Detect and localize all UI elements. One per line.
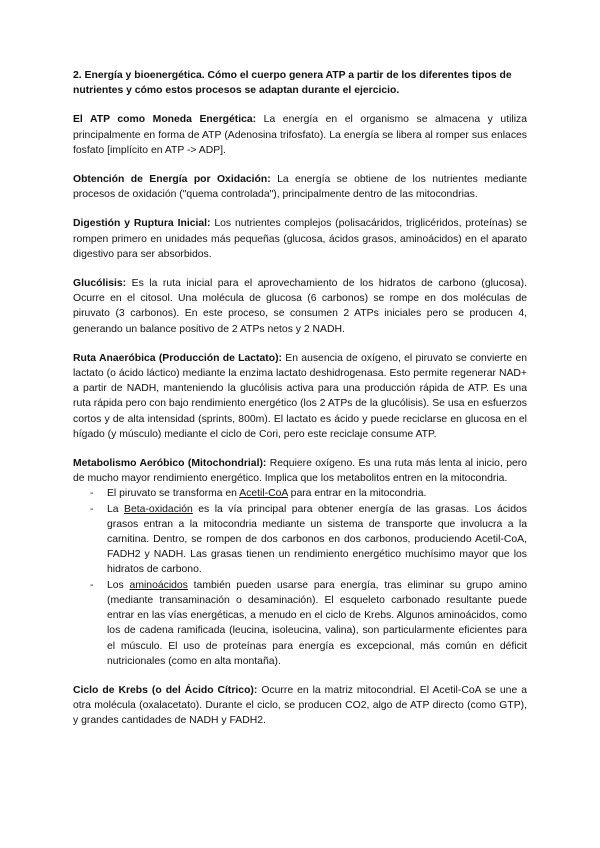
section-heading: 2. Energía y bioenergética. Cómo el cuerpo genera ATP a partir de los diferentes tipos de nutrientes y cómo estos procesos se adaptan durante el ejercicio. xyxy=(73,70,512,97)
paragraph-aerobico xyxy=(73,456,527,669)
list-item-text: para entrar en la mitocondria. xyxy=(287,488,427,500)
term-title: Obtención de Energía por Oxidación: xyxy=(73,174,271,186)
term-title: Metabolismo Aeróbico (Mitochondrial): xyxy=(73,458,267,470)
paragraph-text: La energía en el organismo se almacena y utiliza principalmente en forma de ATP (Adenosina trifosfato). La energía se libera al romper sus enlaces fosfato [implícito en ATP -> ADP]. xyxy=(73,114,528,156)
bullet-dash: - xyxy=(90,503,94,515)
paragraph-oxidacion xyxy=(73,172,527,202)
paragraph-glucolisis xyxy=(73,276,527,337)
paragraph-text: En ausencia de oxígeno, el piruvato se convierte en lactato (o ácido láctico) mediante la enzima lactato deshidrogenasa. Esto permite regenerar NAD+ a partir de NADH, manteniendo la glucólisis activa para una producción rápida de ATP. Es una ruta rápida pero con bajo rendimiento energético (los 2 ATPs de la glucólisis). Se usa en esfuerzos cortos y de alta intensidad (sprints, 800m). El lactato es ácido y puede reciclarse en glucosa en el hígado (y músculo) mediante el ciclo de Cori, pero este reciclaje consume ATP. xyxy=(73,352,528,440)
bullet-dash: - xyxy=(90,488,94,500)
list-item-text: La xyxy=(107,503,125,515)
document-page xyxy=(73,68,527,743)
list-item xyxy=(73,578,527,669)
paragraph-atp xyxy=(73,112,527,158)
bullet-list xyxy=(73,486,527,668)
paragraph-text: Los nutrientes complejos (polisacáridos, triglicéridos, proteínas) se rompen primero en unidades más pequeñas (glucosa, ácidos grasos, aminoácidos) en el aparato digestivo para ser absorbidos. xyxy=(73,218,527,260)
paragraph-text: Ocurre en la matriz mitocondrial. El Acetil-CoA se une a otra molécula (oxalacetato). Durante el ciclo, se producen CO2, algo de ATP directo (como GTP), y grandes cantidades de NADH y FADH2. xyxy=(73,684,527,727)
paragraph-digestion xyxy=(73,216,527,262)
list-item xyxy=(73,486,527,501)
paragraph-text: Es la ruta inicial para el aprovechamiento de los hidratos de carbono (glucosa). Ocurre en el citosol. Una molécula de glucosa (6 carbonos) se rompe en dos moléculas de piruvato (3 carbonos). En este proceso, se consumen 2 ATPs iniciales pero se producen 4, generando un balance positivo de 2 ATPs netos y 2 NADH. xyxy=(73,278,527,335)
paragraph-krebs xyxy=(73,683,527,729)
underlined-term: aminoácidos xyxy=(129,579,188,591)
term-title: Digestión y Ruptura Inicial: xyxy=(73,218,211,230)
list-item-text: es la vía principal para obtener energía de las grasas. Los ácidos grasos entran a la mitocondria mediante un sistema de transporte que involucra a la carnitina. Dentro, se rompen de dos carbonos en dos carbonos, produciendo Acetil-CoA, FADH2 y NADH. Las grasas tienen un rendimiento energético muchísimo mayor que los hidratos de carbono. xyxy=(107,503,527,576)
term-title: Ciclo de Krebs (o del Ácido Cítrico): xyxy=(73,684,258,696)
list-item-text: El piruvato se transforma en xyxy=(107,488,240,500)
paragraph-text: La energía se obtiene de los nutrientes mediante procesos de oxidación ("quema controlada"), principalmente dentro de las mitocondrias. xyxy=(73,174,527,201)
list-item-text: Los xyxy=(107,579,130,591)
paragraph-anaerobica xyxy=(73,351,527,442)
term-title: El ATP como Moneda Energética: xyxy=(73,114,257,126)
paragraph-aerobico-intro xyxy=(73,456,527,486)
term-title: Glucólisis: xyxy=(73,278,127,290)
bullet-dash: - xyxy=(90,579,94,591)
paragraph-text: Requiere oxígeno. Es una ruta más lenta al inicio, pero de mucho mayor rendimiento energético. Implica que los metabolitos entren en la mitocondria. xyxy=(73,458,528,485)
underlined-term: Acetil-CoA xyxy=(239,488,288,500)
underlined-term: Beta-oxidación xyxy=(124,503,193,515)
list-item-text: también pueden usarse para energía, tras eliminar su grupo amino (mediante transaminación o desaminación). El esqueleto carbonado resultante puede entrar en las vías energéticas, a menudo en el ciclo de Krebs. Algunos aminoácidos, como los de cadena ramificada (leucina, isoleucina, valina), son particularmente eficientes para el músculo. El uso de proteínas para energía es excepcional, más común en déficit nutricionales (como en alta montaña). xyxy=(107,579,528,667)
list-item xyxy=(73,502,527,578)
term-title: Ruta Anaeróbica (Producción de Lactato): xyxy=(73,352,283,364)
